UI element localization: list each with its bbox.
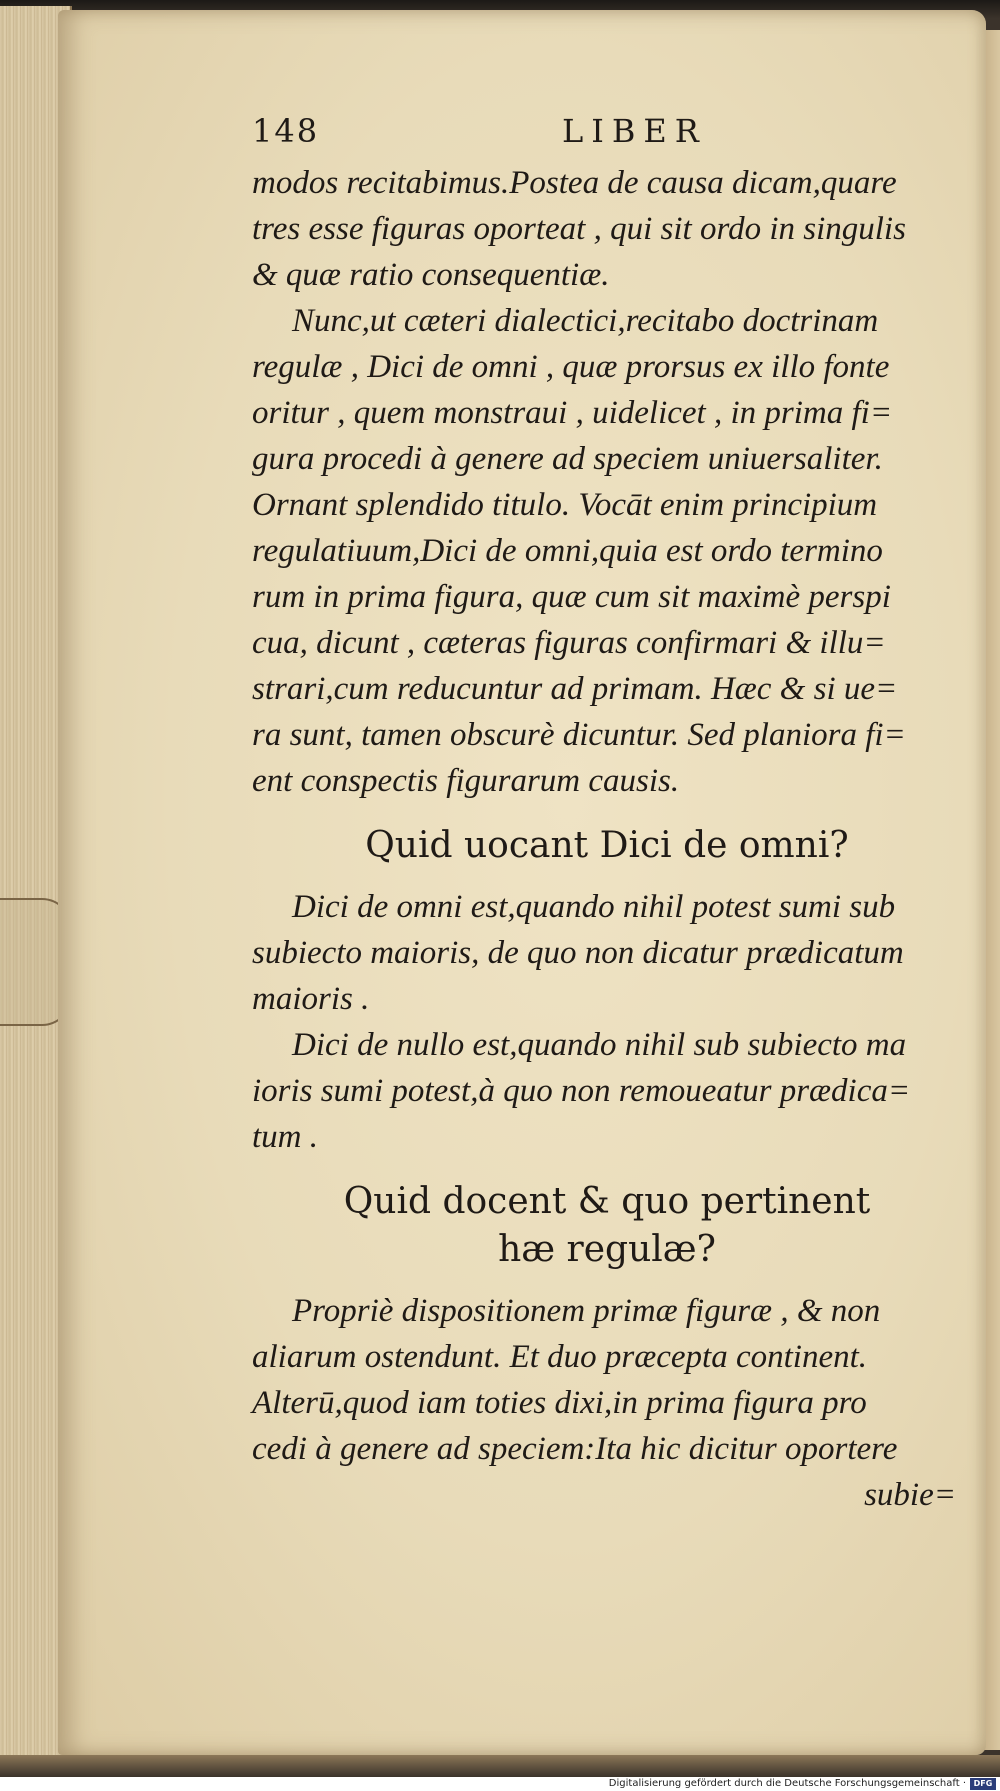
text-line: Nunc,ut cæteri dialectici,recitabo doctrinam bbox=[292, 303, 879, 339]
text-line: Alterū,quod iam toties dixi,in prima figura pro bbox=[252, 1385, 867, 1421]
paragraph-4 bbox=[252, 1022, 962, 1160]
text-line: & quæ ratio consequentiæ. bbox=[252, 257, 610, 293]
binding-shadow-bottom bbox=[0, 1755, 1000, 1777]
running-head bbox=[252, 112, 962, 160]
section-heading-2 bbox=[252, 1178, 962, 1274]
section-heading-1: Quid uocant Dici de omni? bbox=[365, 825, 849, 866]
heading-line: Quid docent & quo pertinent bbox=[343, 1181, 871, 1222]
text-line: ra sunt, tamen obscurè dicuntur. Sed planiora fi= bbox=[252, 717, 906, 753]
running-head-title: LIBER bbox=[562, 112, 707, 150]
text-line: Ornant splendido titulo. Vocāt enim principium bbox=[252, 487, 878, 523]
paragraph-2 bbox=[252, 298, 962, 804]
text-line: Dici de omni est,quando nihil potest sumi sub bbox=[292, 889, 896, 925]
text-line: ent conspectis figurarum causis. bbox=[252, 763, 680, 799]
page-text bbox=[252, 112, 962, 1518]
text-line: subiecto maioris, de quo non dicatur prædicatum bbox=[252, 935, 904, 971]
text-line: oritur , quem monstraui , uidelicet , in prima fi= bbox=[252, 395, 893, 431]
text-line: Propriè dispositionem primæ figuræ , & non bbox=[292, 1293, 881, 1329]
text-line: modos recitabimus.Postea de causa dicam,quare bbox=[252, 165, 897, 201]
text-line: cedi à genere ad speciem:Ita hic dicitur oportere bbox=[252, 1431, 898, 1467]
paragraph-3 bbox=[252, 884, 962, 1022]
footer-credit: Digitalisierung gefördert durch die Deutsche Forschungsgemeinschaft · bbox=[608, 1778, 966, 1789]
text-line: Dici de nullo est,quando nihil sub subiecto ma bbox=[292, 1027, 907, 1063]
text-line: rum in prima figura, quæ cum sit maximè perspi bbox=[252, 579, 891, 615]
text-line: strari,cum reducuntur ad primam. Hæc & si ue= bbox=[252, 671, 898, 707]
text-line: regulatiuum,Dici de omni,quia est ordo termino bbox=[252, 533, 883, 569]
digitization-footer bbox=[0, 1777, 1000, 1791]
heading-line: hæ regulæ? bbox=[498, 1229, 716, 1270]
catchword: subie= bbox=[864, 1477, 956, 1513]
text-line: ioris sumi potest,à quo non remoueatur prædica= bbox=[252, 1073, 911, 1109]
paragraph-1 bbox=[252, 160, 962, 298]
text-line: cua, dicunt , cæteras figuras confirmari & illu= bbox=[252, 625, 886, 661]
text-line: tres esse figuras oporteat , qui sit ordo in singulis bbox=[252, 211, 906, 247]
paragraph-5 bbox=[252, 1288, 962, 1518]
text-line: regulæ , Dici de omni , quæ prorsus ex illo fonte bbox=[252, 349, 890, 385]
text-line: gura procedi à genere ad speciem uniuersaliter. bbox=[252, 441, 883, 477]
dfg-logo: DFG bbox=[970, 1778, 996, 1790]
text-line: aliarum ostendunt. Et duo præcepta continent. bbox=[252, 1339, 868, 1375]
page-number: 148 bbox=[252, 112, 320, 150]
text-line: tum . bbox=[252, 1119, 318, 1155]
text-line: maioris . bbox=[252, 981, 370, 1017]
